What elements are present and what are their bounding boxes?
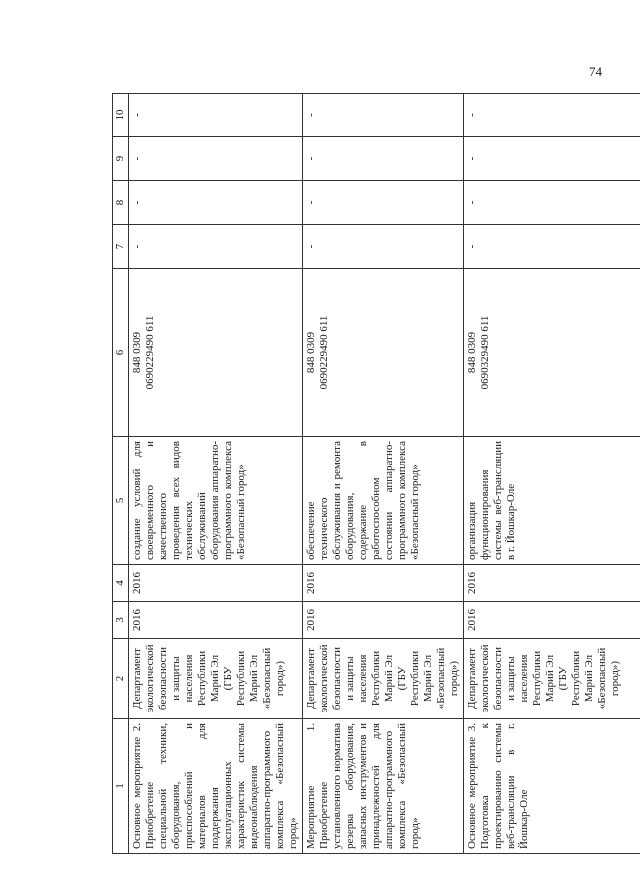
budget-code	[464, 269, 640, 437]
start-year: 2016	[464, 602, 640, 639]
col-header: 3	[113, 602, 129, 639]
value-cell: -	[464, 94, 640, 137]
responsible-executor: Департамент экологической безопасности и защиты населения Республики Марий Эл (ГБУ Республики Марий Эл «Безопасный город»)	[303, 639, 464, 719]
col-header: 4	[113, 565, 129, 602]
value-cell: -	[464, 181, 640, 225]
table-row	[303, 94, 464, 854]
col-header: 2	[113, 639, 129, 719]
value-cell: -	[464, 225, 640, 269]
measure-name: Основное мероприятие 2. Приобретение специальной техники, оборудования, приспособлений и материалов для поддержания эксплуатационных характеристик системы видеонаблюдения аппаратно-программного комплекса «Безопасный город»	[129, 719, 303, 854]
expected-result: обеспечение технического обслуживания и ремонта оборудования, содержание в работоспособном состоянии аппаратно-программного комплекса «Безопасный город»	[303, 437, 464, 565]
value-cell: -	[129, 137, 303, 181]
budget-code-line: 848 0309	[131, 331, 143, 374]
budget-code-line: 0690229490 611	[144, 315, 156, 390]
table-row	[129, 94, 303, 854]
table-header-row	[113, 94, 129, 854]
value-cell: -	[303, 225, 464, 269]
end-year: 2016	[129, 565, 303, 602]
value-cell: -	[303, 181, 464, 225]
value-cell: -	[129, 225, 303, 269]
expected-result: организация функционирования системы веб-трансляции в г. Йошкар-Оле	[464, 437, 640, 565]
col-header: 6	[113, 269, 129, 437]
col-header: 8	[113, 181, 129, 225]
col-header: 5	[113, 437, 129, 565]
start-year: 2016	[129, 602, 303, 639]
rotated-table-sheet	[112, 94, 632, 854]
table-row	[464, 94, 640, 854]
col-header: 10	[113, 94, 129, 137]
value-cell: -	[129, 94, 303, 137]
col-header: 9	[113, 137, 129, 181]
value-cell: -	[303, 94, 464, 137]
expected-result: создание условий для своевременного и качественного проведения всех видов технических обслуживаний оборудования аппаратно-программного комплекса «Безопасный город»	[129, 437, 303, 565]
col-header: 7	[113, 225, 129, 269]
measures-table	[112, 93, 640, 854]
budget-code-line: 0690329490 611	[479, 315, 491, 390]
responsible-executor: Департамент экологической безопасности и защиты населения Республики Марий Эл (ГБУ Республики Марий Эл «Безопасный город»)	[464, 639, 640, 719]
value-cell: -	[303, 137, 464, 181]
end-year: 2016	[464, 565, 640, 602]
col-header: 1	[113, 719, 129, 854]
measure-name: Мероприятие 1. Приобретение установленного норматива резерва оборудования, запасных инструментов и принадлежностей для аппаратно-программного комплекса «Безопасный город»	[303, 719, 464, 854]
start-year: 2016	[303, 602, 464, 639]
page-number: 74	[589, 64, 602, 79]
budget-code	[303, 269, 464, 437]
end-year: 2016	[303, 565, 464, 602]
measure-name: Основное мероприятие 3. Подготовка к проектированию системы веб-трансляции в г. Йошкар-Оле	[464, 719, 640, 854]
budget-code-line: 848 0309	[466, 331, 478, 374]
budget-code-line: 0690229490 611	[318, 315, 330, 390]
value-cell: -	[464, 137, 640, 181]
budget-code-line: 848 0309	[305, 331, 317, 374]
budget-code	[129, 269, 303, 437]
responsible-executor: Департамент экологической безопасности и защиты населения Республики Марий Эл (ГБУ Республики Марий Эл «Безопасный город»)	[129, 639, 303, 719]
value-cell: -	[129, 181, 303, 225]
